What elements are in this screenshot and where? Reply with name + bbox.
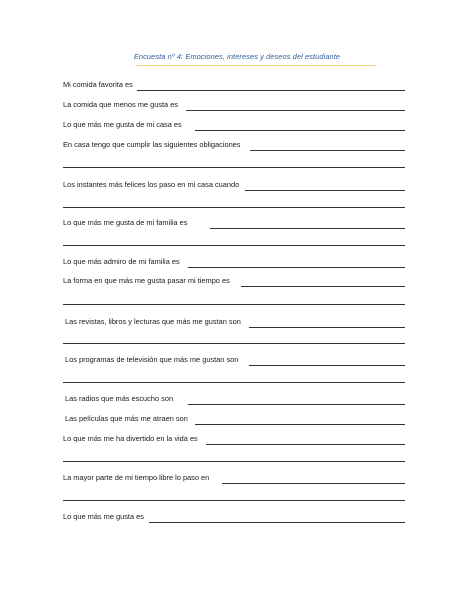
answer-line-4[interactable] [250, 150, 405, 151]
question-9 [65, 317, 241, 329]
answer-line-10[interactable] [249, 365, 405, 366]
question-15 [63, 512, 144, 524]
answer-line-7[interactable] [188, 267, 405, 268]
question-label: Las revistas, libros y lecturas que más me gustan son [65, 317, 241, 326]
answer-line-13b[interactable] [63, 461, 405, 462]
question-label: Las películas que más me atraen son [65, 414, 188, 423]
answer-line-11[interactable] [188, 404, 405, 405]
answer-line-4b[interactable] [63, 167, 405, 168]
question-13 [63, 434, 198, 446]
question-label: Lo que más me gusta es [63, 512, 144, 521]
answer-line-14b[interactable] [63, 500, 405, 501]
question-label: Lo que más me ha divertido en la vida es [63, 434, 198, 443]
question-5 [63, 180, 239, 192]
question-label: La forma en que más me gusta pasar mi tiempo es [63, 276, 230, 285]
question-2 [63, 100, 178, 112]
answer-line-9[interactable] [249, 327, 405, 328]
question-label: Los programas de televisión que más me gustan son [65, 355, 239, 364]
answer-line-9b[interactable] [63, 343, 405, 344]
answer-line-10b[interactable] [63, 382, 405, 383]
question-4 [63, 140, 240, 152]
question-12 [65, 414, 188, 426]
title-divider [136, 65, 376, 66]
question-6 [63, 218, 187, 230]
question-7 [63, 257, 180, 269]
question-label: En casa tengo que cumplir las siguientes obligaciones [63, 140, 241, 149]
question-3 [63, 120, 182, 132]
answer-line-2[interactable] [186, 110, 405, 111]
answer-line-15[interactable] [149, 522, 405, 523]
answer-line-8b[interactable] [63, 304, 405, 305]
question-10 [65, 355, 238, 367]
answer-line-6[interactable] [210, 228, 405, 229]
question-label: Las radios que más escucho son [65, 394, 174, 403]
answer-line-3[interactable] [195, 130, 405, 131]
survey-title: Encuesta nº 4: Emociones, intereses y deseos del estudiante [133, 52, 341, 61]
question-label: Lo que más admiro de mi familia es [63, 257, 180, 266]
answer-line-13[interactable] [206, 444, 405, 445]
question-label: Lo que más me gusta de mi familia es [63, 218, 188, 227]
answer-line-6b[interactable] [63, 245, 405, 246]
answer-line-1[interactable] [137, 90, 405, 91]
answer-line-8[interactable] [241, 286, 405, 287]
question-label: Mi comida favorita es [63, 80, 133, 89]
answer-line-5b[interactable] [63, 207, 405, 208]
answer-line-5[interactable] [245, 190, 405, 191]
question-label: La mayor parte de mi tiempo libre lo paso en [63, 473, 210, 482]
question-label: Los instantes más felices los paso en mi casa cuando [63, 180, 240, 189]
question-label: Lo que más me gusta de mi casa es [63, 120, 182, 129]
question-label: La comida que menos me gusta es [63, 100, 179, 109]
answer-line-12[interactable] [195, 424, 405, 425]
question-11 [65, 394, 173, 406]
question-14 [63, 473, 209, 485]
question-8 [63, 276, 230, 288]
question-1 [63, 80, 133, 92]
answer-line-14[interactable] [222, 483, 405, 484]
